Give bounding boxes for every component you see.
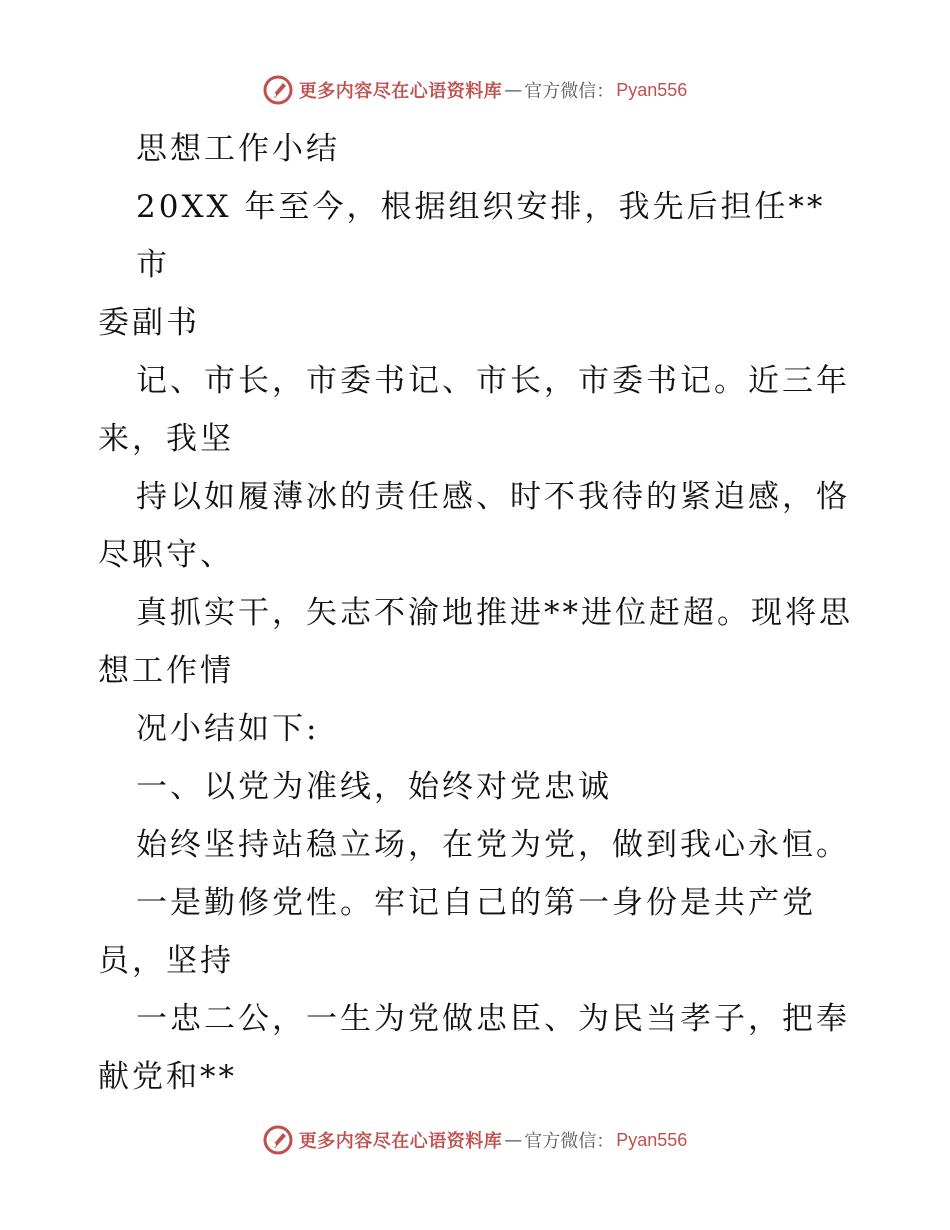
text-line: 真抓实干，矢志不渝地推进**进位赶超。现将思 <box>136 595 853 631</box>
text-line: 记、市长，市委书记、市长，市委书记。近三年 <box>136 363 850 399</box>
text-line: 一忠二公，一生为党做忠臣、为民当孝子，把奉 <box>136 1001 850 1037</box>
watermark-wechat-id: Pyan556 <box>616 79 688 100</box>
document-body <box>98 120 858 1106</box>
footer-watermark <box>0 1122 950 1158</box>
text-line: 尽职守、 <box>98 537 234 573</box>
text-line: 来，我坚 <box>98 421 234 457</box>
watermark-separator: — <box>504 1129 523 1151</box>
section-heading: 一、以党为准线，始终对党忠诚 <box>136 769 612 805</box>
text-line: 员，坚持 <box>98 943 234 979</box>
text-line: 一是勤修党性。牢记自己的第一身份是共产党 <box>136 885 816 921</box>
pen-nib-circle-icon <box>263 75 293 105</box>
text-line: 始终坚持站稳立场，在党为党，做到我心永恒。 <box>136 827 850 863</box>
watermark-wechat-id: Pyan556 <box>616 1129 688 1150</box>
watermark-brand: 更多内容尽在心语资料库 <box>298 81 503 102</box>
watermark-separator: — <box>504 79 523 101</box>
document-title: 思想工作小结 <box>136 131 340 167</box>
text-line: 况小结如下: <box>136 711 320 747</box>
watermark-wechat-label: 官方微信： <box>524 81 615 102</box>
text-line: 持以如履薄冰的责任感、时不我待的紧迫感，恪 <box>136 479 850 515</box>
watermark-brand: 更多内容尽在心语资料库 <box>298 1131 503 1152</box>
watermark-wechat-label: 官方微信： <box>524 1131 615 1152</box>
text-line: 20XX 年至今，根据组织安排，我先后担任**市 <box>136 189 826 283</box>
text-line: 委副书 <box>98 305 200 341</box>
text-line: 献党和** <box>98 1059 237 1095</box>
pen-nib-circle-icon <box>263 1125 293 1155</box>
text-line: 想工作情 <box>98 653 234 689</box>
header-watermark <box>0 72 950 108</box>
